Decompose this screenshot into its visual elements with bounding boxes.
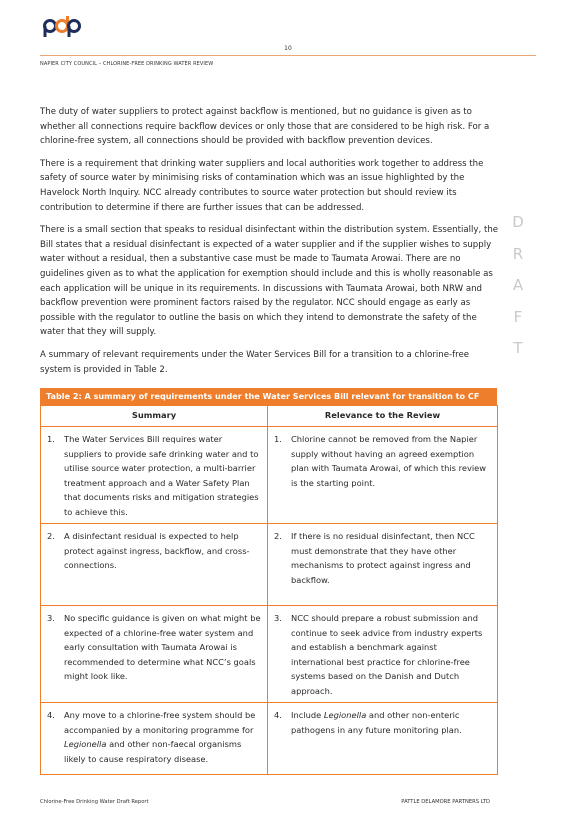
item-number: 3. — [274, 613, 282, 623]
item-number: 2. — [47, 531, 55, 541]
summary-cell — [41, 427, 268, 524]
table-row — [41, 703, 498, 775]
table-row — [41, 606, 498, 703]
cell-text: Include Legionella and other non-enteric pathogens in any future monitoring plan. — [291, 710, 462, 735]
summary-cell — [41, 524, 268, 606]
cell-text: A disinfectant residual is expected to help protect against ingress, backflow, and cross-connections. — [64, 531, 250, 570]
column-header-relevance: Relevance to the Review — [268, 406, 498, 427]
table-row — [41, 427, 498, 524]
running-header: NAPIER CITY COUNCIL – CHLORINE-FREE DRINKING WATER REVIEW — [40, 61, 214, 67]
paragraph: The duty of water suppliers to protect against backflow is mentioned, but no guidance is given as to whether all connections require backflow devices or only those that are considered to be high risk. For a chlorine-free system, all connections should be provided with backflow prevention devices. — [40, 107, 490, 147]
watermark-letter: A — [512, 276, 524, 294]
relevance-cell — [268, 606, 498, 703]
draft-watermark — [508, 212, 528, 370]
table-header-row — [41, 406, 498, 427]
paragraph: There is a requirement that drinking water suppliers and local authorities work together to address the safety of source water by minimising risks of contamination which was an issue highlighted by the Havelock North Inquiry. NCC already contributes to source water protection but should review its contribution to determine if there are further issues that can be addressed. — [40, 158, 484, 213]
paragraph: There is a small section that speaks to residual disinfectant within the distribution system. Essentially, the Bill states that a residual disinfectant is expected of a water supplier and if the supplier wishes to supply water without a residual, then a substantive case must be made to Taumata Arowai. There are no guidelines given as to what the application for exemption should include and this is wholly reasonable as each application will be unique in its requirements. In discussions with Taumata Arowai, both NRW and backflow prevention were prominent factors raised by the regulator. NCC should engage as early as possible with the regulator to outline the basis on which they intend to demonstrate the safety of the water that they will supply. — [40, 225, 499, 338]
pdp-logo-mark — [42, 16, 82, 38]
watermark-letter: T — [513, 339, 523, 357]
header-divider — [40, 55, 536, 56]
cell-text: NCC should prepare a robust submission and continue to seek advice from industry experts and establish a benchmark against international best practice for chlorine-free systems based on the Danish and Dutch approach. — [291, 613, 483, 696]
item-number: 4. — [47, 710, 55, 720]
table-grid — [40, 405, 498, 775]
item-number: 2. — [274, 531, 282, 541]
item-number: 3. — [47, 613, 55, 623]
cell-text: Any move to a chlorine-free system should be accompanied by a monitoring programme for Legionella and other non-faecal organisms likely to cause respiratory disease. — [64, 710, 256, 764]
cell-text: The Water Services Bill requires water suppliers to provide safe drinking water and to utilise source water protection, a multi-barrier treatment approach and a Water Safety Plan that documents risks and mitigation strategies to achieve this. — [64, 434, 259, 517]
cell-text: Chlorine cannot be removed from the Napier supply without having an agreed exemption plan with Taumata Arowai, of which this review is the starting point. — [291, 434, 487, 488]
relevance-cell — [268, 703, 498, 775]
item-number: 1. — [274, 434, 282, 444]
watermark-letter: F — [513, 307, 523, 326]
paragraph: A summary of relevant requirements under the Water Services Bill for a transition to a chlorine-free system is provided in Table 2. — [40, 349, 470, 375]
item-number: 4. — [274, 710, 282, 720]
watermark-letter: D — [512, 213, 524, 231]
summary-cell — [41, 606, 268, 703]
relevance-cell — [268, 427, 498, 524]
body-text — [40, 105, 502, 385]
summary-cell — [41, 703, 268, 775]
column-header-summary: Summary — [41, 406, 268, 427]
company-logo — [42, 16, 82, 38]
watermark-letter: R — [512, 244, 524, 263]
footer-report-title: Chlorine-Free Drinking Water Draft Report — [40, 799, 149, 805]
cell-text: No specific guidance is given on what might be expected of a chlorine-free water system and early consultation with Taumata Arowai is recommended to determine what NCC’s goals might look like. — [64, 613, 261, 681]
relevance-cell — [268, 524, 498, 606]
item-number: 1. — [47, 434, 55, 444]
requirements-table — [40, 388, 497, 775]
page-number: 10 — [284, 45, 292, 52]
table-caption: Table 2: A summary of requirements under the Water Services Bill relevant for transition to CF — [40, 388, 497, 405]
cell-text: If there is no residual disinfectant, then NCC must demonstrate that they have other mechanisms to protect against ingress and backflow. — [291, 531, 475, 585]
table-row — [41, 524, 498, 606]
footer-company-name: PATTLE DELAMORE PARTNERS LTD — [401, 799, 490, 805]
